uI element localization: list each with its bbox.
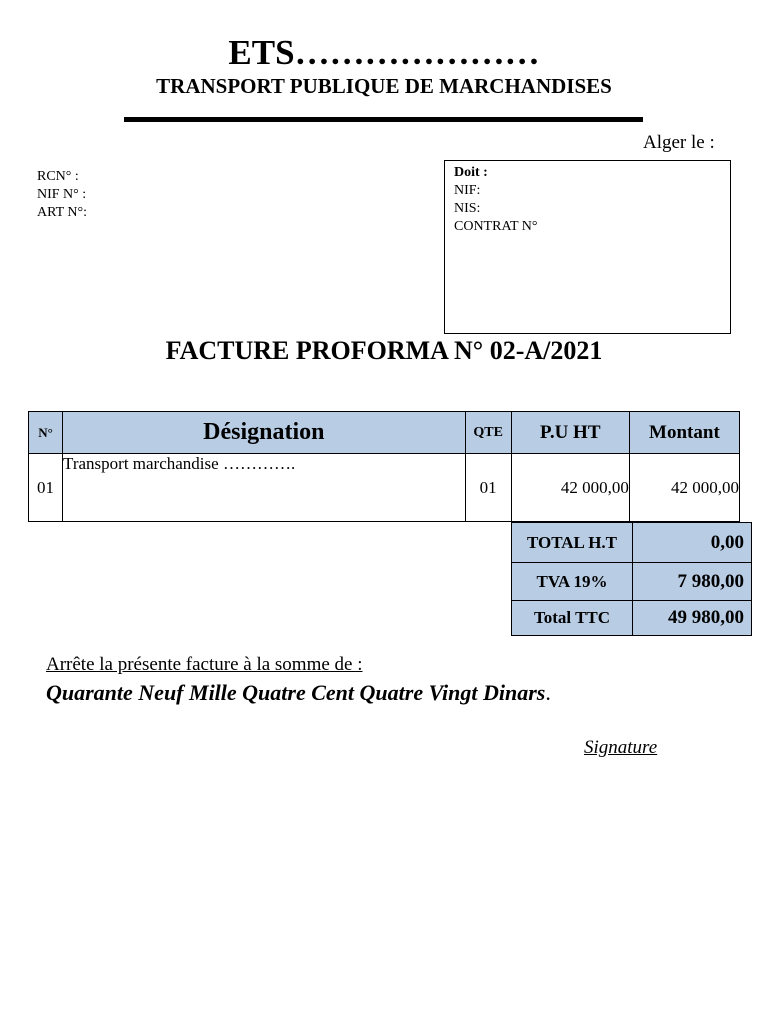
nif-number-label: NIF N° : — [37, 187, 87, 202]
row-qte: 01 — [465, 454, 511, 522]
row-designation: Transport marchandise …………. — [63, 454, 466, 522]
items-table — [28, 411, 740, 522]
rc-number-label: RCN° : — [37, 169, 79, 184]
amount-words-text: Quarante Neuf Mille Quatre Cent Quatre Vingt Dinars — [46, 680, 546, 705]
client-contrat-label: CONTRAT N° — [454, 219, 538, 234]
company-name: ETS………………… — [228, 33, 540, 72]
header-num: N° — [29, 412, 63, 454]
tva-label: TVA 19% — [512, 563, 633, 601]
table-row — [29, 454, 740, 522]
header-qte: QTE — [465, 412, 511, 454]
amount-label: Arrête la présente facture à la somme de : — [46, 654, 363, 675]
total-ttc-row — [512, 601, 752, 636]
total-ht-label: TOTAL H.T — [512, 523, 633, 563]
place-date: Alger le : — [643, 132, 715, 153]
invoice-title: FACTURE PROFORMA N° 02-A/2021 — [165, 336, 603, 365]
header-pu-ht: P.U HT — [511, 412, 629, 454]
row-num: 01 — [29, 454, 63, 522]
client-doit-label: Doit : — [454, 165, 488, 180]
header-designation: Désignation — [63, 412, 466, 454]
tva-row — [512, 563, 752, 601]
client-box — [444, 160, 731, 334]
company-identifiers — [37, 168, 87, 222]
header-divider — [124, 117, 643, 122]
row-pu-ht: 42 000,00 — [511, 454, 629, 522]
company-subtitle: TRANSPORT PUBLIQUE DE MARCHANDISES — [156, 74, 612, 98]
header-montant: Montant — [629, 412, 739, 454]
client-nis-label: NIS: — [454, 201, 481, 216]
table-header-row — [29, 412, 740, 454]
signature-label: Signature — [584, 737, 658, 758]
total-ttc-label: Total TTC — [512, 601, 633, 636]
amount-words-period: . — [545, 680, 551, 705]
total-ht-value: 0,00 — [633, 523, 752, 563]
totals-table — [511, 522, 752, 636]
client-nif-label: NIF: — [454, 183, 481, 198]
tva-value: 7 980,00 — [633, 563, 752, 601]
row-montant: 42 000,00 — [629, 454, 739, 522]
total-ht-row — [512, 523, 752, 563]
total-ttc-value: 49 980,00 — [633, 601, 752, 636]
art-number-label: ART N°: — [37, 205, 88, 220]
amount-in-words — [46, 679, 551, 707]
